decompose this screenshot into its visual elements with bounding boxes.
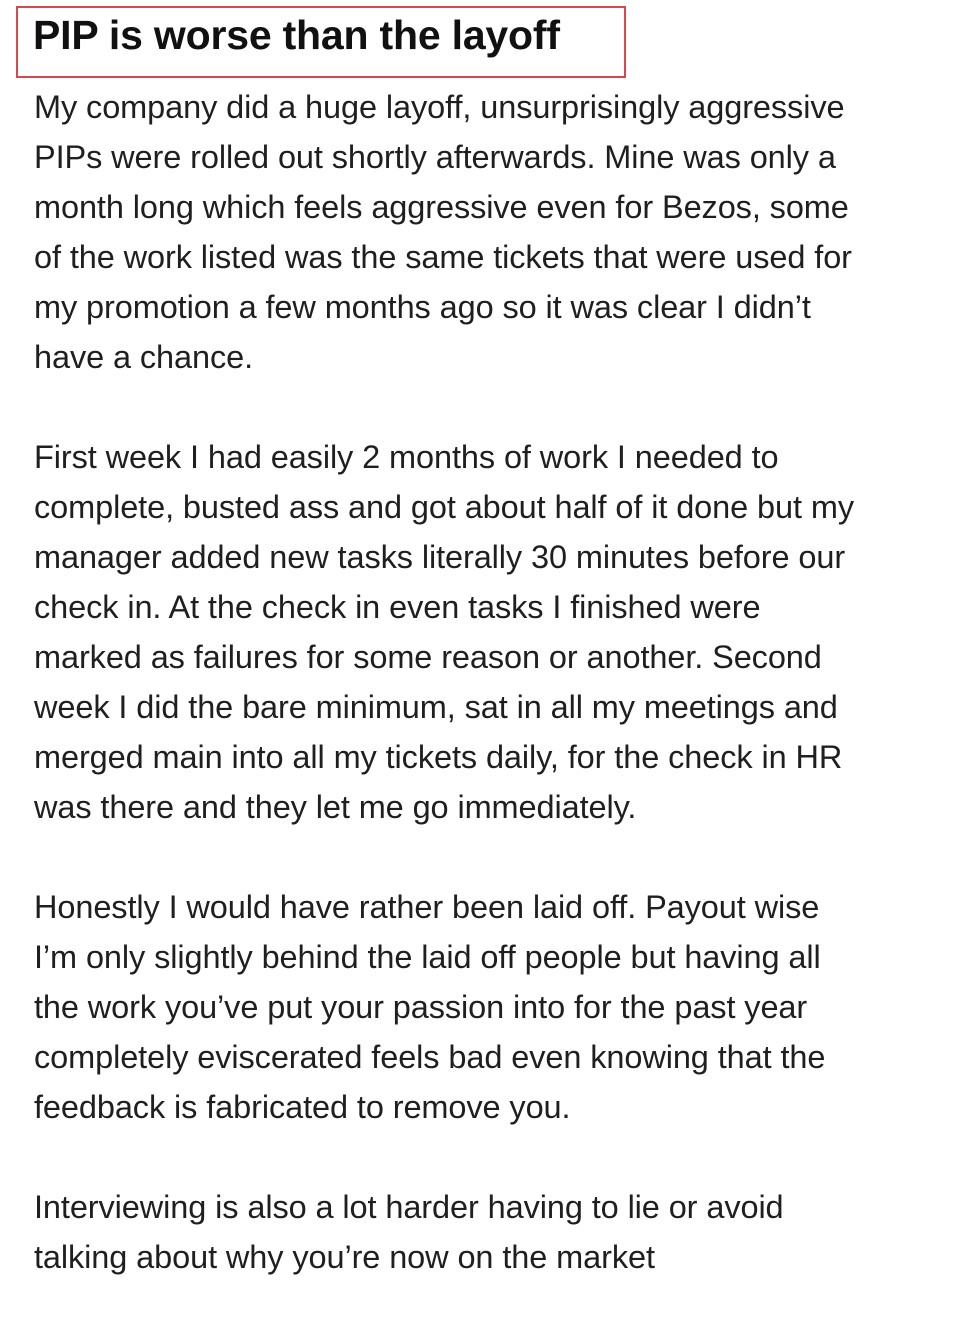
text-line: the work you’ve put your passion into for the past year xyxy=(34,989,808,1025)
text-line: check in. At the check in even tasks I finished were xyxy=(34,589,761,625)
text-line: marked as failures for some reason or another. Second xyxy=(34,639,822,675)
text-line: manager added new tasks literally 30 minutes before our xyxy=(34,539,846,575)
post-title: PIP is worse than the layoff xyxy=(33,12,560,58)
text-line: I’m only slightly behind the laid off people but having all xyxy=(34,939,821,975)
text-line: talking about why you’re now on the market xyxy=(34,1239,655,1275)
paragraph-3 xyxy=(34,882,954,1132)
text-line: of the work listed was the same tickets that were used for xyxy=(34,239,852,275)
text-line: complete, busted ass and got about half of it done but my xyxy=(34,489,854,525)
text-line: First week I had easily 2 months of work I needed to xyxy=(34,439,779,475)
text-line: My company did a huge layoff, unsurprisingly aggressive xyxy=(34,89,845,125)
text-line: feedback is fabricated to remove you. xyxy=(34,1089,571,1125)
text-line: my promotion a few months ago so it was clear I didn’t xyxy=(34,289,811,325)
text-line: have a chance. xyxy=(34,339,254,375)
text-line: PIPs were rolled out shortly afterwards. Mine was only a xyxy=(34,139,836,175)
text-line: completely eviscerated feels bad even knowing that the xyxy=(34,1039,826,1075)
text-line: week I did the bare minimum, sat in all my meetings and xyxy=(34,689,838,725)
text-line: Interviewing is also a lot harder having to lie or avoid xyxy=(34,1189,784,1225)
text-line: merged main into all my tickets daily, for the check in HR xyxy=(34,739,843,775)
text-line: Honestly I would have rather been laid off. Payout wise xyxy=(34,889,820,925)
paragraph-1 xyxy=(34,82,954,382)
paragraph-4 xyxy=(34,1182,954,1282)
text-line: was there and they let me go immediately. xyxy=(34,789,637,825)
text-line: month long which feels aggressive even for Bezos, some xyxy=(34,189,849,225)
paragraph-2 xyxy=(34,432,954,832)
post-body xyxy=(34,82,954,1332)
